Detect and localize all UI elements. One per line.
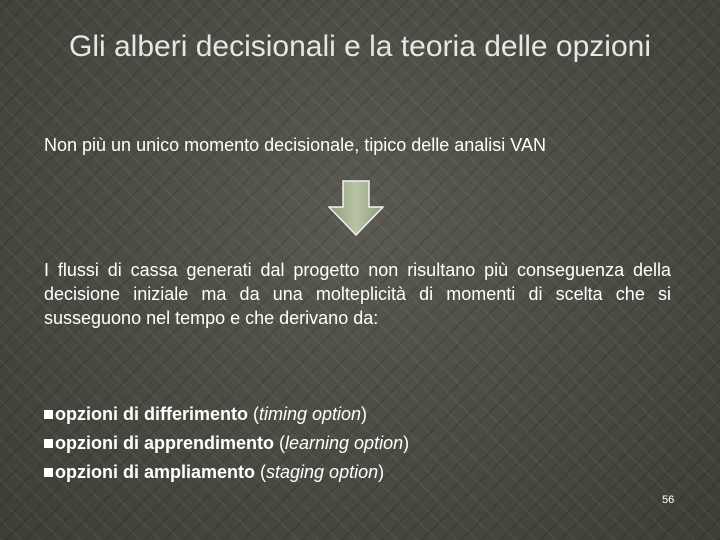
down-arrow-icon	[328, 180, 384, 236]
option-english: staging option	[266, 462, 379, 482]
square-bullet-icon	[44, 410, 53, 419]
square-bullet-icon	[44, 439, 53, 448]
option-term: opzioni di ampliamento	[55, 462, 256, 482]
option-english: timing option	[258, 404, 362, 424]
paren-close: )	[378, 462, 385, 482]
list-item	[44, 458, 684, 487]
list-item	[44, 400, 684, 429]
option-english: learning option	[285, 433, 404, 453]
option-list	[44, 400, 684, 487]
intro-text: Non più un unico momento decisionale, tipico delle analisi VAN	[44, 135, 546, 155]
option-term: opzioni di differimento	[55, 404, 248, 424]
paren-open: (	[247, 404, 259, 424]
paren-open: (	[274, 433, 285, 453]
page-number: 56	[662, 494, 675, 506]
paren-close: )	[361, 404, 368, 424]
slide-title: Gli alberi decisionali e la teoria delle opzioni	[69, 30, 651, 63]
paren-open: (	[255, 462, 267, 482]
body-paragraph: I flussi di cassa generati dal progetto non risultano più conseguenza della decisione iniziale ma da una molteplicità di momenti di scelta che si susseguono nel tempo e che derivano da:	[44, 260, 671, 328]
paren-close: )	[403, 433, 410, 453]
square-bullet-icon	[44, 468, 53, 477]
option-term: opzioni di apprendimento	[55, 433, 274, 453]
list-item	[44, 429, 684, 458]
